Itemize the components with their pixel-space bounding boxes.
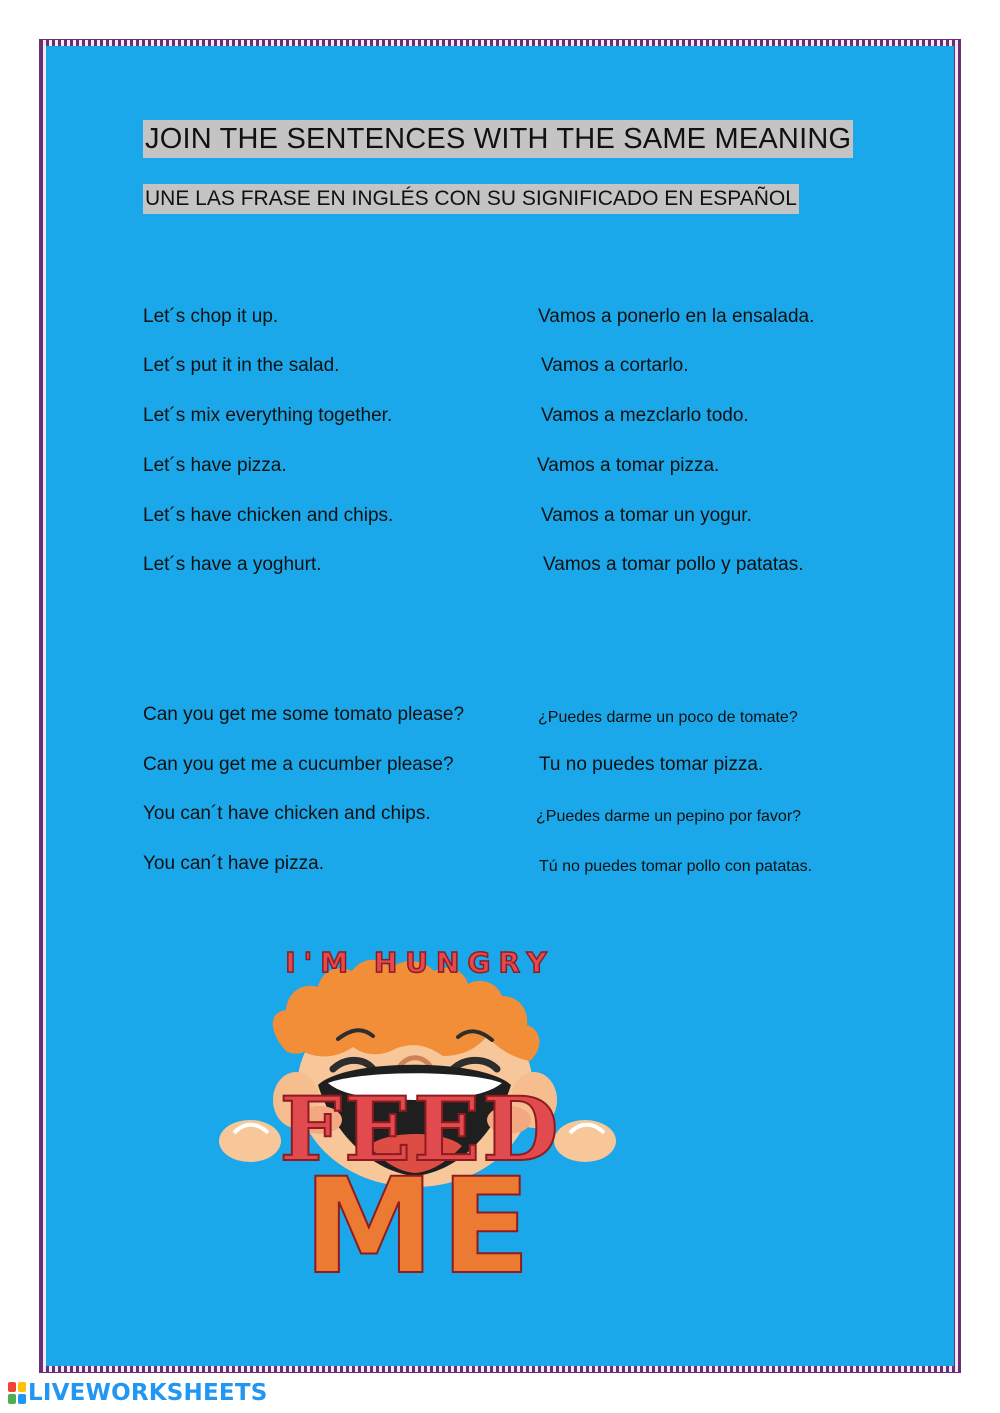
me-label: ME	[303, 1150, 537, 1290]
sentence-es-4: Vamos a tomar pizza.	[537, 455, 720, 476]
sentence-es-5: Vamos a tomar un yogur.	[541, 505, 752, 526]
hungry-child-illustration	[210, 940, 630, 1290]
hungry-label: I'M HUNGRY	[285, 946, 555, 979]
sentence-es-2: Vamos a cortarlo.	[541, 355, 689, 376]
page-subtitle: UNE LAS FRASE EN INGLÉS CON SU SIGNIFICADO EN ESPAÑOL	[143, 184, 799, 214]
logo-block-red	[8, 1382, 16, 1392]
question-es-3: ¿Puedes darme un pepino por favor?	[536, 808, 802, 825]
logo-block-green	[8, 1394, 16, 1404]
liveworksheets-logo-icon	[8, 1382, 26, 1404]
question-en-3: You can´t have chicken and chips.	[143, 803, 431, 824]
sentence-en-2: Let´s put it in the salad.	[143, 355, 340, 376]
logo-block-blue	[18, 1394, 26, 1404]
question-en-1: Can you get me some tomato please?	[143, 704, 465, 725]
title-wrapper	[143, 120, 853, 158]
brand-name: LIVEWORKSHEETS	[28, 1380, 268, 1406]
sentence-es-3: Vamos a mezclarlo todo.	[541, 405, 749, 426]
question-es-1: ¿Puedes darme un poco de tomate?	[538, 709, 798, 726]
page-title: JOIN THE SENTENCES WITH THE SAME MEANING	[143, 120, 853, 158]
sentence-en-5: Let´s have chicken and chips.	[143, 505, 394, 526]
feed-label: FEED	[279, 1077, 561, 1181]
question-es-2: Tu no puedes tomar pizza.	[539, 754, 764, 775]
question-en-2: Can you get me a cucumber please?	[143, 754, 454, 775]
sentence-en-3: Let´s mix everything together.	[143, 405, 393, 426]
question-en-4: You can´t have pizza.	[143, 853, 324, 874]
sentence-es-1: Vamos a ponerlo en la ensalada.	[538, 306, 815, 327]
sentence-en-1: Let´s chop it up.	[143, 306, 279, 327]
question-es-4: Tú no puedes tomar pollo con patatas.	[539, 858, 813, 875]
sentence-en-6: Let´s have a yoghurt.	[143, 554, 322, 575]
brand-logo	[8, 1381, 267, 1405]
sentence-en-4: Let´s have pizza.	[143, 455, 287, 476]
logo-block-yellow	[18, 1382, 26, 1392]
sentence-es-6: Vamos a tomar pollo y patatas.	[543, 554, 804, 575]
